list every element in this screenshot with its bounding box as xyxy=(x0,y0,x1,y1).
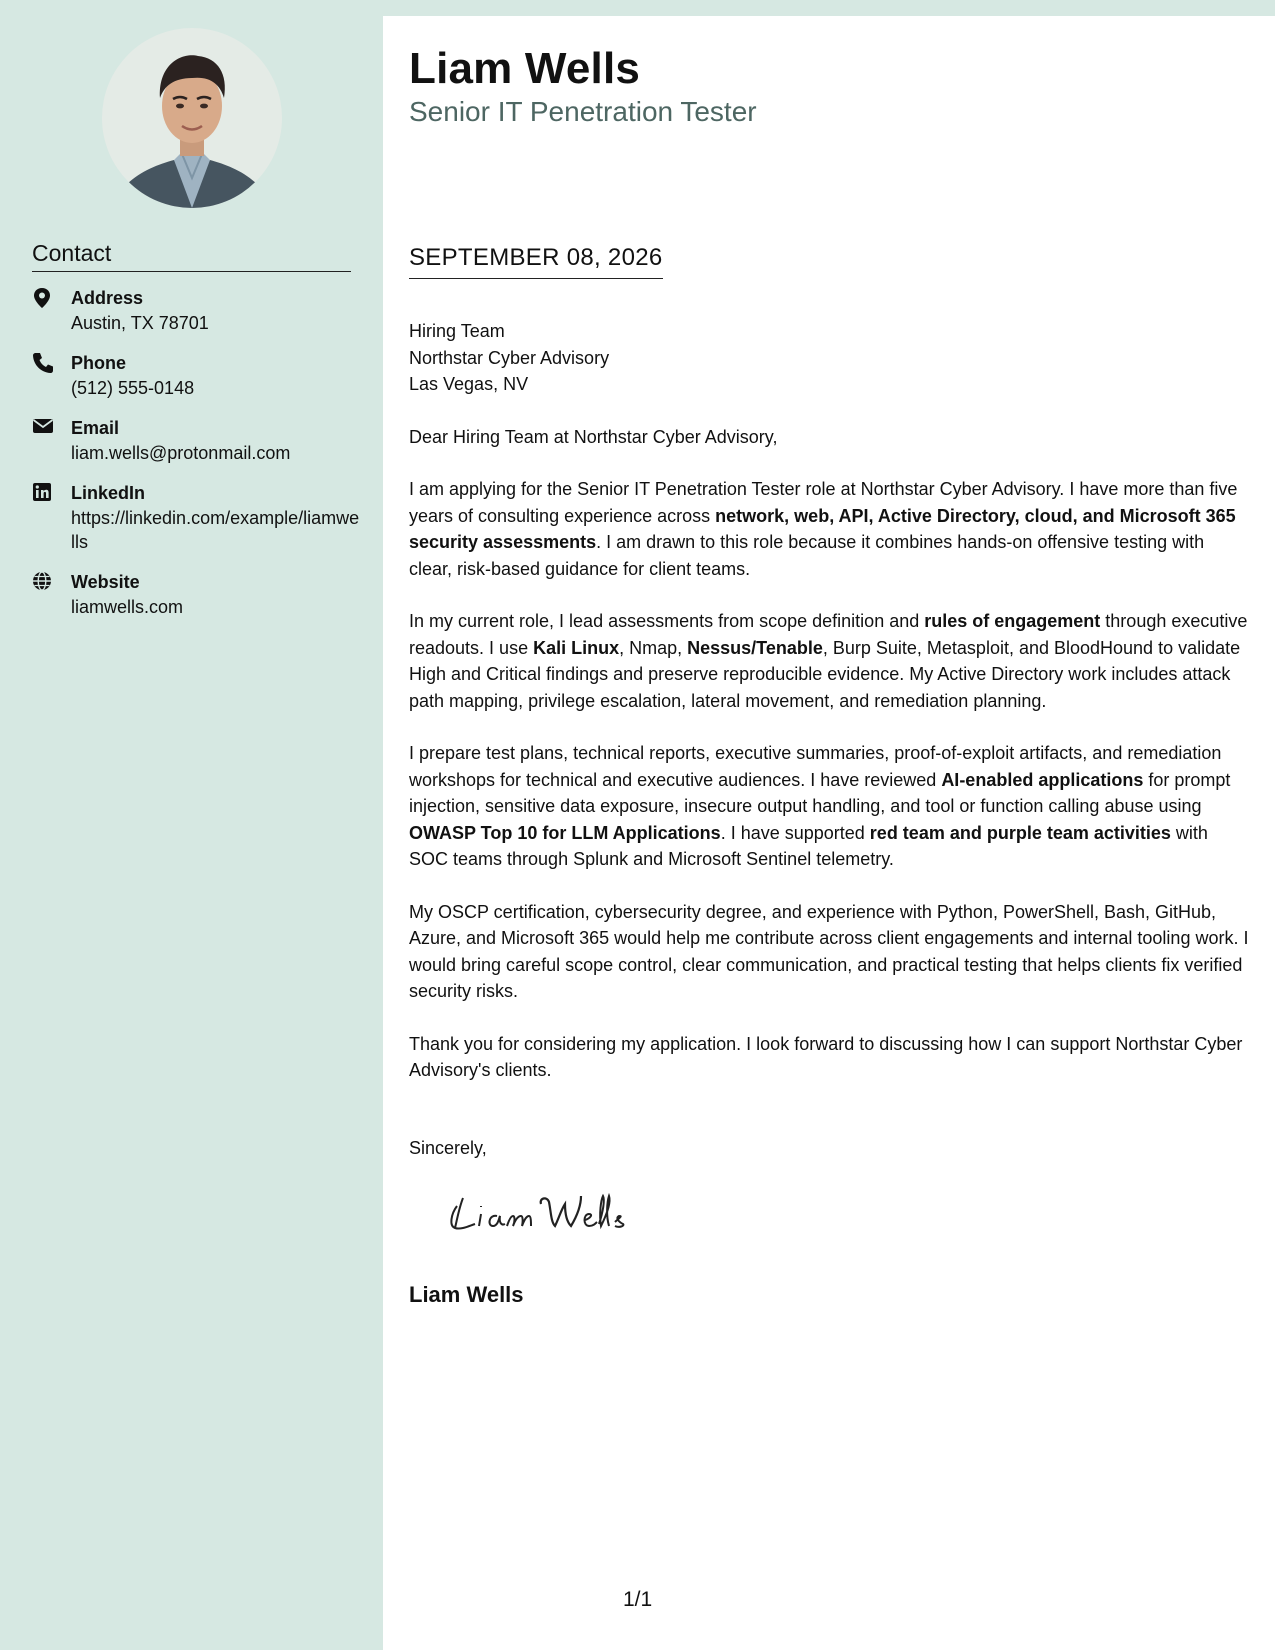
signoff: Sincerely, xyxy=(409,1138,487,1158)
avatar xyxy=(102,28,282,208)
letter-body xyxy=(409,318,1249,1110)
signature xyxy=(443,1182,643,1247)
contact-label: Email xyxy=(71,418,120,438)
contact-list xyxy=(32,286,362,635)
linkedin-icon xyxy=(32,482,56,506)
website-value[interactable]: liamwells.com xyxy=(71,597,184,617)
recipient-line: Las Vegas, NV xyxy=(409,374,529,394)
contact-label: Phone xyxy=(71,353,127,373)
globe-icon xyxy=(32,571,56,595)
page-number: 1/1 xyxy=(623,1588,653,1611)
address-value: Austin, TX 78701 xyxy=(71,313,209,333)
contact-item-website xyxy=(32,570,362,619)
contact-heading: Contact xyxy=(32,240,351,272)
envelope-icon xyxy=(32,417,56,441)
paragraph-5: Thank you for considering my application. I look forward to discussing how I can support Northstar Cyber Advisory's clients. xyxy=(409,1033,1243,1080)
linkedin-value[interactable]: https://linkedin.com/example/liamwells xyxy=(71,508,360,552)
contact-item-phone xyxy=(32,351,362,400)
contact-label: Website xyxy=(71,572,140,592)
email-value[interactable]: liam.wells@protonmail.com xyxy=(71,443,291,463)
paragraph-2: In my current role, I lead assessments from scope definition and rules of engagement through executive readouts. I use Kali Linux, Nmap, Nessus/Tenable, Burp Suite, Metasploit, and BloodHound to validate High and Critical findings and preserve reproducible evidence. My Active Directory work includes attack path mapping, privilege escalation, lateral movement, and remediation planning. xyxy=(409,611,1248,711)
letter-date: SEPTEMBER 08, 2026 xyxy=(409,244,663,279)
main-content xyxy=(383,16,1275,1650)
map-pin-icon xyxy=(32,287,56,311)
candidate-title: Senior IT Penetration Tester xyxy=(409,96,757,127)
contact-label: LinkedIn xyxy=(71,483,146,503)
recipient-line: Northstar Cyber Advisory xyxy=(409,347,610,368)
contact-item-email xyxy=(32,416,362,465)
contact-label: Address xyxy=(71,288,144,308)
recipient-line: Hiring Team xyxy=(409,321,505,341)
sidebar xyxy=(0,0,383,1650)
phone-icon xyxy=(32,352,56,376)
contact-item-address xyxy=(32,286,362,335)
contact-item-linkedin xyxy=(32,481,362,554)
signer-name: Liam Wells xyxy=(409,1282,524,1307)
candidate-name: Liam Wells xyxy=(409,44,641,93)
phone-value: (512) 555-0148 xyxy=(71,378,195,398)
recipient-block xyxy=(409,318,1249,398)
paragraph-1: I am applying for the Senior IT Penetration Tester role at Northstar Cyber Advisory. I have more than five years of consulting experience across network, web, API, Active Directory, cloud, and Microsoft 365 security assessments. I am drawn to this role because it combines hands-on offensive testing with clear, risk-based guidance for client teams. xyxy=(409,479,1238,579)
paragraph-3: I prepare test plans, technical reports, executive summaries, proof-of-exploit artifacts, and remediation workshops for technical and executive audiences. I have reviewed AI-enabled applications for prompt injection, sensitive data exposure, insecure output handling, and tool or function calling abuse using OWASP Top 10 for LLM Applications. I have supported red team and purple team activities with SOC teams through Splunk and Microsoft Sentinel telemetry. xyxy=(409,743,1231,869)
paragraph-4: My OSCP certification, cybersecurity degree, and experience with Python, PowerShell, Bash, GitHub, Azure, and Microsoft 365 would help me contribute across client engagements and internal tooling work. I would bring careful scope control, clear communication, and practical testing that helps clients fix verified security risks. xyxy=(409,901,1249,1001)
salutation: Dear Hiring Team at Northstar Cyber Advisory, xyxy=(409,426,778,447)
